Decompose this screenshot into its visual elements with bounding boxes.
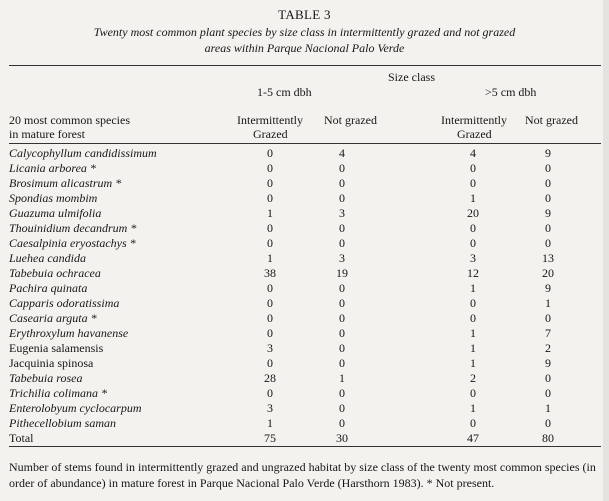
species-name: Thouinidium decandrum * xyxy=(9,221,137,235)
group-1-label: 1-5 cm dbh xyxy=(257,85,312,99)
col-grazed-2-line-2: Grazed xyxy=(457,127,492,141)
table-cell: 0 xyxy=(339,281,345,295)
table-cell: 2 xyxy=(470,371,476,385)
table-cell: 1 xyxy=(267,251,273,265)
table-cell: 0 xyxy=(339,356,345,370)
species-name: Casearia arguta * xyxy=(9,311,97,325)
table-cell: 0 xyxy=(545,161,551,175)
table-cell: 9 xyxy=(545,281,551,295)
species-name: Tabebuia rosea xyxy=(9,371,83,385)
table-cell: 3 xyxy=(267,401,273,415)
table-cell: 9 xyxy=(545,146,551,160)
species-header-line-2: in mature forest xyxy=(9,127,85,141)
table-cell: 0 xyxy=(470,161,476,175)
table-cell: 20 xyxy=(467,206,479,220)
table-cell: 80 xyxy=(542,431,554,445)
species-name: Guazuma ulmifolia xyxy=(9,206,102,220)
table-cell: 1 xyxy=(267,206,273,220)
table-cell: 0 xyxy=(339,161,345,175)
table-cell: 1 xyxy=(470,191,476,205)
header-rule xyxy=(9,143,601,144)
table-cell: 0 xyxy=(470,311,476,325)
table-cell: 1 xyxy=(545,296,551,310)
table-cell: 0 xyxy=(267,191,273,205)
table-cell: 4 xyxy=(339,146,345,160)
table-cell: 38 xyxy=(264,266,276,280)
table-footnote: Number of stems found in intermittently grazed and ungrazed habitat by size class of the twenty most common species (in order of abundance) in mature forest in Parque Nacional Palo Verde (Harsthorn 1983). * Not present. xyxy=(9,460,596,490)
table-cell: 0 xyxy=(339,221,345,235)
table-cell: 20 xyxy=(542,266,554,280)
table-cell: 0 xyxy=(545,191,551,205)
table-cell: 0 xyxy=(267,296,273,310)
table-cell: 0 xyxy=(545,386,551,400)
table-cell: 1 xyxy=(545,401,551,415)
table-cell: 0 xyxy=(339,416,345,430)
species-name: Eugenia salamensis xyxy=(9,341,104,355)
table-cell: 0 xyxy=(267,356,273,370)
table-cell: 19 xyxy=(336,266,348,280)
species-name: Enterolobyum cyclocarpum xyxy=(9,401,142,415)
table-cell: 0 xyxy=(470,176,476,190)
table-cell: 3 xyxy=(470,251,476,265)
table-cell: 0 xyxy=(545,221,551,235)
table-cell: 2 xyxy=(545,341,551,355)
table-cell: 47 xyxy=(467,431,479,445)
table-cell: 0 xyxy=(339,386,345,400)
table-cell: 0 xyxy=(470,296,476,310)
table-cell: 4 xyxy=(470,146,476,160)
table-cell: 1 xyxy=(470,401,476,415)
table-subtitle-line-2: areas within Parque Nacional Palo Verde xyxy=(204,41,405,55)
table-cell: 0 xyxy=(267,311,273,325)
page-edge xyxy=(603,0,609,501)
table-cell: 0 xyxy=(470,416,476,430)
table-cell: 13 xyxy=(542,251,554,265)
species-name: Capparis odoratissima xyxy=(9,296,120,310)
table-cell: 28 xyxy=(264,371,276,385)
table-cell: 3 xyxy=(339,251,345,265)
col-not-grazed-2: Not grazed xyxy=(525,113,578,127)
table-cell: 0 xyxy=(339,236,345,250)
table-title: TABLE 3 xyxy=(278,7,331,22)
table-cell: 0 xyxy=(545,176,551,190)
col-grazed-1-line-1: Intermittently xyxy=(237,113,303,127)
table-cell: 9 xyxy=(545,206,551,220)
species-name: Caesalpinia eryostachys * xyxy=(9,236,136,250)
table-cell: 0 xyxy=(545,371,551,385)
bottom-rule xyxy=(9,446,601,447)
species-name: Total xyxy=(9,431,34,445)
table-cell: 0 xyxy=(545,236,551,250)
table-cell: 1 xyxy=(470,326,476,340)
table-cell: 30 xyxy=(336,431,348,445)
table-cell: 75 xyxy=(264,431,276,445)
table-cell: 1 xyxy=(267,416,273,430)
table-cell: 0 xyxy=(267,221,273,235)
species-name: Luehea candida xyxy=(9,251,86,265)
table-cell: 0 xyxy=(339,176,345,190)
species-name: Tabebuia ochracea xyxy=(9,266,101,280)
species-name: Licania arborea * xyxy=(9,161,96,175)
table-cell: 0 xyxy=(267,386,273,400)
table-cell: 7 xyxy=(545,326,551,340)
species-name: Spondias mombim xyxy=(9,191,98,205)
table-cell: 0 xyxy=(339,296,345,310)
table-cell: 0 xyxy=(267,326,273,340)
table-cell: 1 xyxy=(339,371,345,385)
table-cell: 0 xyxy=(545,416,551,430)
species-name: Pithecellobium saman xyxy=(9,416,116,430)
table-cell: 0 xyxy=(267,176,273,190)
species-name: Calycophyllum candidissimum xyxy=(9,146,157,160)
table-cell: 0 xyxy=(267,236,273,250)
top-rule xyxy=(9,65,601,66)
table-cell: 1 xyxy=(470,356,476,370)
table-cell: 0 xyxy=(267,281,273,295)
table-cell: 0 xyxy=(339,326,345,340)
size-class-label: Size class xyxy=(388,70,435,84)
table-cell: 0 xyxy=(339,311,345,325)
table-cell: 1 xyxy=(470,281,476,295)
table-cell: 0 xyxy=(470,221,476,235)
species-name: Trichilia colimana * xyxy=(9,386,108,400)
table-cell: 1 xyxy=(470,341,476,355)
table-cell: 9 xyxy=(545,356,551,370)
col-not-grazed-1: Not grazed xyxy=(324,113,377,127)
table-cell: 3 xyxy=(339,206,345,220)
species-name: Jacquinia spinosa xyxy=(9,356,94,370)
table-cell: 12 xyxy=(467,266,479,280)
col-grazed-1-line-2: Grazed xyxy=(253,127,288,141)
table-cell: 0 xyxy=(339,401,345,415)
table-cell: 3 xyxy=(267,341,273,355)
table-cell: 0 xyxy=(470,386,476,400)
table-cell: 0 xyxy=(545,311,551,325)
table-cell: 0 xyxy=(339,341,345,355)
species-name: Brosimum alicastrum * xyxy=(9,176,122,190)
table-subtitle-line-1: Twenty most common plant species by size class in intermittently grazed and not grazed xyxy=(93,25,516,39)
table-cell: 0 xyxy=(470,236,476,250)
species-name: Pachira quinata xyxy=(9,281,88,295)
table-cell: 0 xyxy=(267,161,273,175)
species-header-line-1: 20 most common species xyxy=(9,113,130,127)
table-cell: 0 xyxy=(339,191,345,205)
col-grazed-2-line-1: Intermittently xyxy=(441,113,507,127)
table-cell: 0 xyxy=(267,146,273,160)
species-name: Erythroxylum havanense xyxy=(9,326,129,340)
group-2-label: >5 cm dbh xyxy=(485,85,537,99)
